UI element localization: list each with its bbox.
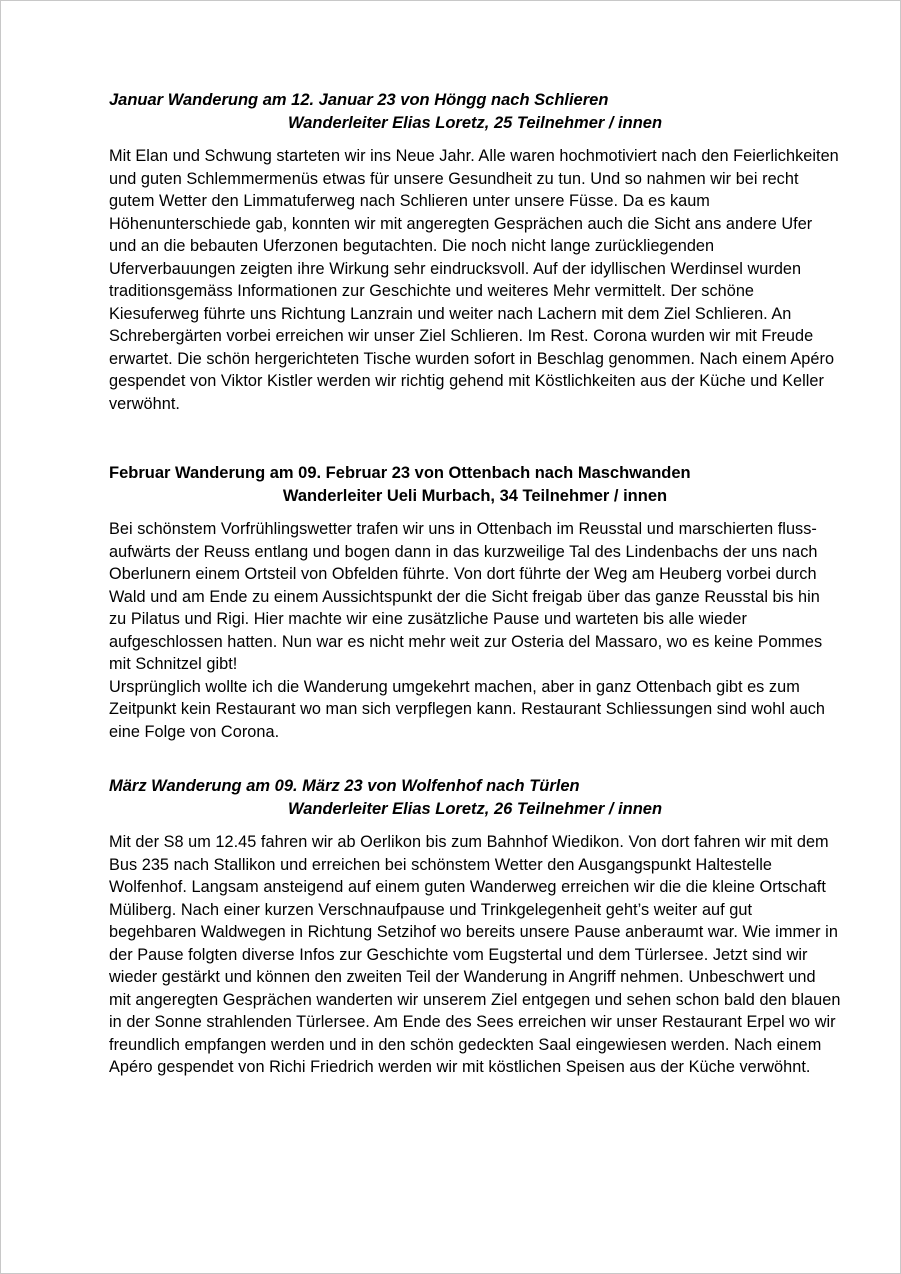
section-heading: [109, 89, 841, 135]
section-subtitle: Wanderleiter Ueli Murbach, 34 Teilnehmer / innen: [282, 487, 668, 505]
section-heading: [109, 775, 841, 821]
section-body: [109, 831, 841, 1079]
paragraph: Mit Elan und Schwung starteten wir ins Neue Jahr. Alle waren hochmotiviert nach den Feierlichkeiten und guten Schlemmermenüs etwas für unsere Gesundheit zu tun. Und so nahmen wir bei recht gutem Wetter den Limmatuferweg nach Schlieren unter unsere Füsse. Da es kaum Höhenunterschiede gab, konnten wir mit angeregten Gesprächen auch die Sicht ans andere Ufer und an die bebauten Uferzonen begutachten. Die noch nicht lange zurückliegenden Uferverbauungen zeigten ihre Wirkung sehr eindrucksvoll. Auf der idyllischen Werdinsel wurden traditionsgemäss Informationen zur Geschichte und weiteres Mehr vermittelt. Der schöne Kiesuferweg führte uns Richtung Lanzrain und weiter nach Lachern mit dem Ziel Schlieren. An Schrebergärten vorbei erreichen wir unser Ziel Schlieren. Im Rest. Corona wurden wir mit Freude erwartet. Die schön hergerichteten Tische wurden sofort in Beschlag genommen. Nach einem Apéro gespendet von Viktor Kistler werden wir richtig gehend mit Köstlichkeiten aus der Küche und Keller verwöhnt.: [109, 147, 839, 413]
paragraph: Bei schönstem Vorfrühlingswetter trafen wir uns in Ottenbach im Reusstal und marschierten fluss-aufwärts der Reuss entlang und bogen dann in das kurzweilige Tal des Lindenbachs der uns nach Oberlunern einem Ortsteil von Obfelden führte. Von dort führte der Weg am Heuberg vorbei durch: [109, 520, 818, 583]
section-subtitle: Wanderleiter Elias Loretz, 26 Teilnehmer / innen: [287, 800, 663, 818]
section-body: [109, 518, 841, 743]
section-title: Februar Wanderung am 09. Februar 23 von Ottenbach nach Maschwanden: [109, 464, 691, 482]
paragraph: Wald und am Ende zu einem Aussichtspunkt der die Sicht freigab über das ganze Reusstal bis hin zu Pilatus und Rigi. Hier machte wir eine zusätzliche Pause und warteten bis alle wieder aufgeschlossen hatten. Nun war es nicht mehr weit zur Osteria del Massaro, wo es keine Pommes mit Schnitzel gibt!: [109, 587, 823, 673]
section-title: März Wanderung am 09. März 23 von Wolfenhof nach Türlen: [109, 777, 580, 795]
section-subtitle: Wanderleiter Elias Loretz, 25 Teilnehmer / innen: [287, 114, 663, 132]
paragraph: Ursprünglich wollte ich die Wanderung umgekehrt machen, aber in ganz Ottenbach gibt es zum Zeitpunkt kein Restaurant wo man sich verpflegen kann. Restaurant Schliessungen sind wohl auch eine Folge von Corona.: [109, 677, 826, 741]
section-heading: [109, 462, 841, 508]
paragraph: Mit der S8 um 12.45 fahren wir ab Oerlikon bis zum Bahnhof Wiedikon. Von dort fahren wir mit dem Bus 235 nach Stallikon und erreichen bei schönstem Wetter den Ausgangspunkt Haltestelle Wolfenhof. Langsam ansteigend auf einem guten Wanderweg erreichen wir die die kleine Ortschaft Müliberg. Nach einer kurzen Verschnaufpause und Trinkgelegenheit geht’s weiter auf gut begehbaren Waldwegen in Richtung Setzihof wo bereits unsere Pause anberaumt war. Wie immer in der Pause folgten diverse Infos zur Geschichte vom Eugstertal und dem Türlersee. Jetzt sind wir wieder gestärkt und können den zweiten Teil der Wanderung in Angriff nehmen. Unbeschwert und mit angeregten Gesprächen wanderten wir unserem Ziel entgegen und sehen schon bald den blauen in der Sonne strahlenden Türlersee. Am Ende des Sees erreichen wir unser Restaurant Erpel wo wir freundlich empfangen werden und in den schön gedeckten Saal eingewiesen werden. Nach einem Apéro gespendet von Richi Friedrich werden wir mit köstlichen Speisen aus der Küche verwöhnt.: [109, 833, 841, 1076]
section-februar: [109, 462, 841, 743]
section-januar: [109, 89, 841, 415]
section-title: Januar Wanderung am 12. Januar 23 von Höngg nach Schlieren: [109, 91, 609, 109]
section-body: [109, 145, 841, 415]
section-maerz: [109, 775, 841, 1079]
document-content: [109, 89, 841, 1079]
